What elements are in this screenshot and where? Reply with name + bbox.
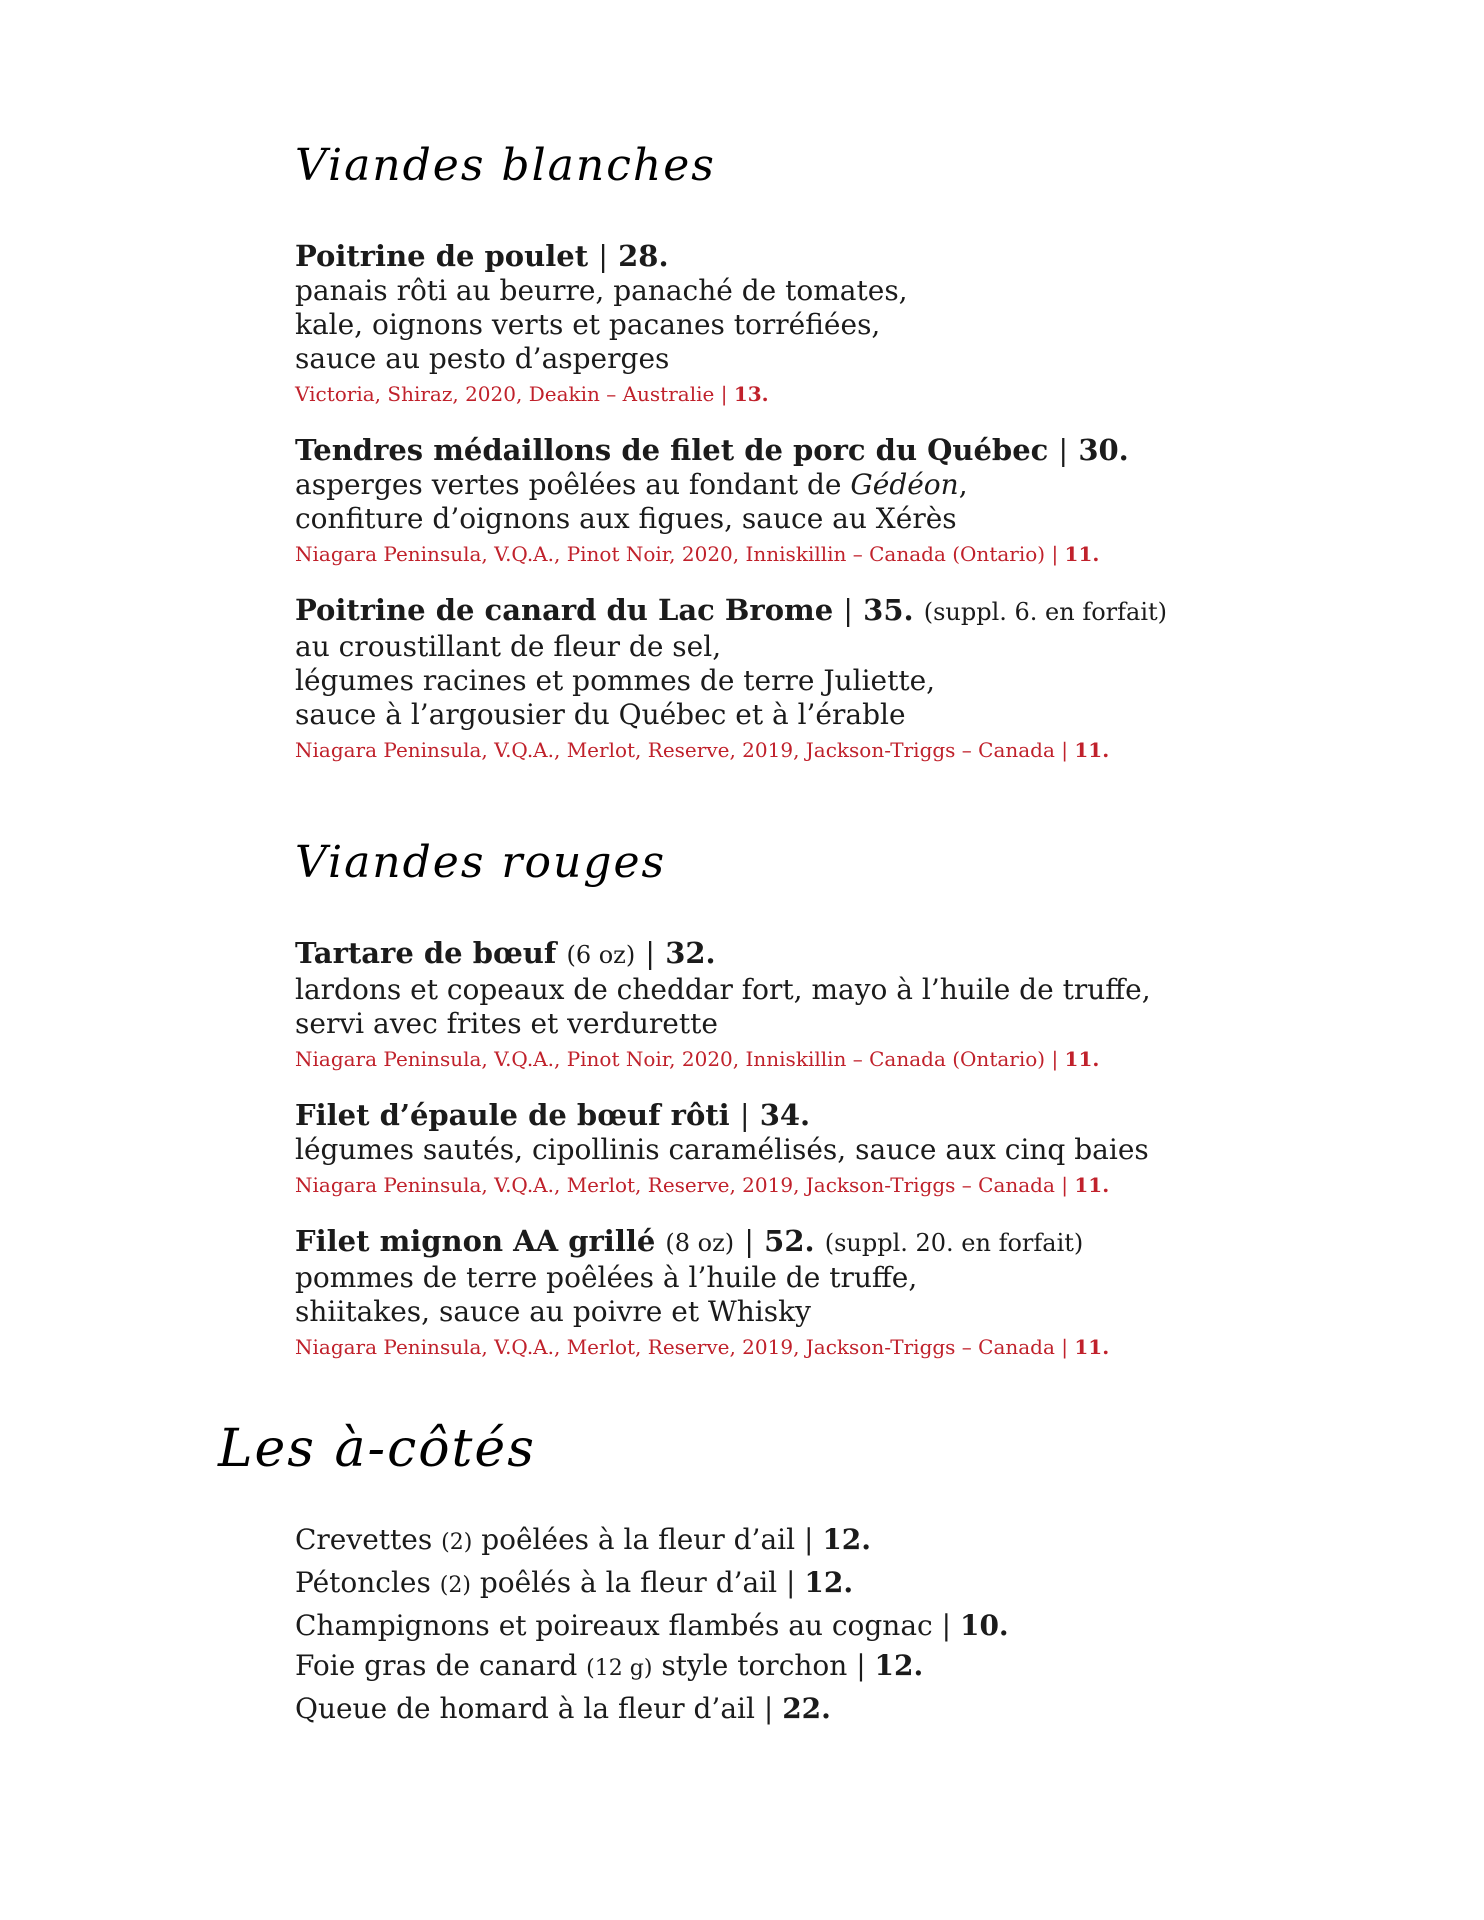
dish-description-line: légumes racines et pommes de terre Juliette, bbox=[295, 664, 936, 697]
side-item bbox=[295, 1520, 1364, 1563]
dish-description-italic: Gédéon bbox=[850, 468, 959, 501]
sides-list bbox=[295, 1520, 1364, 1729]
wine-pairing-text: Niagara Peninsula, V.Q.A., Merlot, Reserve, 2019, Jackson-Triggs – Canada bbox=[295, 1173, 1055, 1197]
side-item-price: 12. bbox=[804, 1566, 854, 1599]
price-separator: | bbox=[1051, 542, 1059, 566]
dish-description-segment: asperges vertes poêlées au fondant de bbox=[295, 468, 851, 501]
price-separator: | bbox=[786, 1566, 796, 1599]
dish-size-note: (6 oz) bbox=[566, 941, 636, 969]
dish-description-line: panais rôti au beurre, panaché de tomates, bbox=[295, 274, 908, 307]
side-item-text: Pétoncles bbox=[295, 1566, 431, 1599]
wine-pairing-text: Niagara Peninsula, V.Q.A., Merlot, Reserve, 2019, Jackson-Triggs – Canada bbox=[295, 738, 1055, 762]
dish-name: Tendres médaillons de filet de porc du Québec bbox=[295, 433, 1049, 467]
dish-price: 34. bbox=[759, 1098, 811, 1132]
dish-description-line: shiitakes, sauce au poivre et Whisky bbox=[295, 1295, 811, 1328]
dish-name: Filet mignon AA grillé bbox=[295, 1224, 656, 1258]
dish-description-line: confiture d’oignons aux figues, sauce au Xérès bbox=[295, 502, 957, 535]
wine-pairing-line bbox=[295, 542, 1364, 566]
side-item-text: Crevettes bbox=[295, 1523, 433, 1556]
dish-description-line: servi avec frites et verdurette bbox=[295, 1007, 718, 1040]
price-separator: | bbox=[1061, 1173, 1069, 1197]
wine-pairing-price: 11. bbox=[1074, 738, 1110, 762]
wine-pairing-text: Niagara Peninsula, V.Q.A., Pinot Noir, 2020, Inniskillin – Canada (Ontario) bbox=[295, 542, 1046, 566]
side-item-quantity-note: (2) bbox=[439, 1573, 471, 1598]
wine-pairing-line bbox=[295, 738, 1364, 762]
price-separator: | bbox=[1058, 433, 1069, 467]
wine-pairing-text: Niagara Peninsula, V.Q.A., Pinot Noir, 2020, Inniskillin – Canada (Ontario) bbox=[295, 1047, 1046, 1071]
price-separator: | bbox=[720, 382, 728, 406]
price-separator: | bbox=[598, 239, 608, 273]
side-item-price: 12. bbox=[822, 1523, 872, 1556]
side-item-text: style torchon bbox=[661, 1649, 848, 1682]
price-separator: | bbox=[856, 1649, 866, 1682]
dish-title bbox=[295, 1223, 1364, 1261]
price-separator: | bbox=[843, 593, 854, 627]
dish-description-segment: , bbox=[958, 468, 968, 501]
dish-name: Poitrine de canard du Lac Brome bbox=[295, 593, 834, 627]
wine-pairing-line bbox=[295, 1335, 1364, 1359]
side-item-price: 22. bbox=[782, 1692, 831, 1725]
dish-price: 30. bbox=[1078, 433, 1129, 467]
dish-price: 28. bbox=[618, 239, 669, 273]
dish-description bbox=[295, 1133, 1364, 1167]
dish-filet-epaule-de-boeuf bbox=[295, 1097, 1364, 1197]
price-separator: | bbox=[1051, 1047, 1059, 1071]
dish-title bbox=[295, 1097, 1364, 1133]
dish-title bbox=[295, 432, 1364, 468]
side-item-text: Foie gras de canard bbox=[295, 1649, 578, 1682]
section-heading: Viandes blanches bbox=[295, 140, 716, 191]
side-item-price: 10. bbox=[959, 1609, 1009, 1642]
dish-description bbox=[295, 630, 1364, 732]
dish-name: Poitrine de poulet bbox=[295, 239, 589, 273]
dish-description-line: au croustillant de fleur de sel, bbox=[295, 630, 722, 663]
menu-section-viandes-rouges bbox=[295, 835, 1364, 1359]
side-item bbox=[295, 1646, 1364, 1689]
price-separator: | bbox=[1061, 1335, 1069, 1359]
sides-heading: Les à-côtés bbox=[218, 1419, 536, 1479]
menu-column bbox=[295, 138, 1364, 1359]
dish-price: 35. bbox=[863, 593, 914, 627]
wine-pairing-price: 11. bbox=[1064, 1047, 1100, 1071]
menu-section-viandes-blanches bbox=[295, 138, 1364, 762]
side-item-text: poêlées à la fleur d’ail bbox=[481, 1523, 796, 1556]
side-item-text: Queue de homard à la fleur d’ail bbox=[295, 1692, 755, 1725]
side-item-text: Champignons et poireaux flambés au cognac bbox=[295, 1609, 933, 1642]
wine-pairing-line bbox=[295, 1047, 1364, 1071]
dish-description-line: kale, oignons verts et pacanes torréfiées, bbox=[295, 308, 881, 341]
dish-description-line: sauce au pesto d’asperges bbox=[295, 342, 670, 375]
price-separator: | bbox=[739, 1098, 750, 1132]
dish-price: 52. bbox=[764, 1224, 815, 1258]
dish-filet-mignon bbox=[295, 1223, 1364, 1359]
price-separator: | bbox=[803, 1523, 814, 1556]
price-separator: | bbox=[1061, 738, 1069, 762]
dish-title bbox=[295, 935, 1364, 973]
dish-tartare-de-boeuf bbox=[295, 935, 1364, 1071]
dish-description-line: légumes sautés, cipollinis caramélisés, sauce aux cinq baies bbox=[295, 1133, 1149, 1166]
price-separator: | bbox=[744, 1224, 755, 1258]
dish-description-line: lardons et copeaux de cheddar fort, mayo à l’huile de truffe, bbox=[295, 973, 1151, 1006]
price-separator: | bbox=[763, 1692, 774, 1725]
side-item-quantity-note: (12 g) bbox=[586, 1656, 653, 1681]
wine-pairing-price: 11. bbox=[1074, 1335, 1110, 1359]
dish-name: Filet d’épaule de bœuf rôti bbox=[295, 1098, 730, 1132]
dish-price: 32. bbox=[665, 936, 716, 970]
wine-pairing-line bbox=[295, 382, 1364, 406]
wine-pairing-price: 13. bbox=[733, 382, 769, 406]
price-separator: | bbox=[941, 1609, 952, 1642]
dish-description-line bbox=[295, 468, 1364, 502]
dish-title bbox=[295, 238, 1364, 274]
dish-supplement-note: (suppl. 6. en forfait) bbox=[923, 598, 1168, 626]
dish-description bbox=[295, 1261, 1364, 1329]
side-item-price: 12. bbox=[874, 1649, 924, 1682]
dish-name: Tartare de bœuf bbox=[295, 936, 557, 970]
dish-description bbox=[295, 274, 1364, 376]
dish-poitrine-de-canard bbox=[295, 592, 1364, 762]
menu-section-les-a-cotes bbox=[218, 1414, 1364, 1729]
price-separator: | bbox=[645, 936, 656, 970]
wine-pairing-line bbox=[295, 1173, 1364, 1197]
section-heading: Viandes rouges bbox=[295, 837, 667, 888]
dish-poitrine-de-poulet bbox=[295, 238, 1364, 406]
wine-pairing-price: 11. bbox=[1074, 1173, 1110, 1197]
wine-pairing-text: Niagara Peninsula, V.Q.A., Merlot, Reserve, 2019, Jackson-Triggs – Canada bbox=[295, 1335, 1055, 1359]
dish-supplement-note: (suppl. 20. en forfait) bbox=[824, 1229, 1084, 1257]
wine-pairing-text: Victoria, Shiraz, 2020, Deakin – Australie bbox=[295, 382, 715, 406]
side-item bbox=[295, 1606, 1364, 1646]
dish-description-line: sauce à l’argousier du Québec et à l’érable bbox=[295, 698, 906, 731]
side-item-text: poêlés à la fleur d’ail bbox=[479, 1566, 778, 1599]
side-item bbox=[295, 1563, 1364, 1606]
dish-size-note: (8 oz) bbox=[665, 1229, 735, 1257]
dish-description bbox=[295, 468, 1364, 536]
side-item bbox=[295, 1689, 1364, 1729]
dish-medaillons-de-porc bbox=[295, 432, 1364, 566]
dish-description-line: pommes de terre poêlées à l’huile de truffe, bbox=[295, 1261, 918, 1294]
dish-description bbox=[295, 973, 1364, 1041]
side-item-quantity-note: (2) bbox=[441, 1530, 473, 1555]
dish-title bbox=[295, 592, 1364, 630]
wine-pairing-price: 11. bbox=[1064, 542, 1100, 566]
